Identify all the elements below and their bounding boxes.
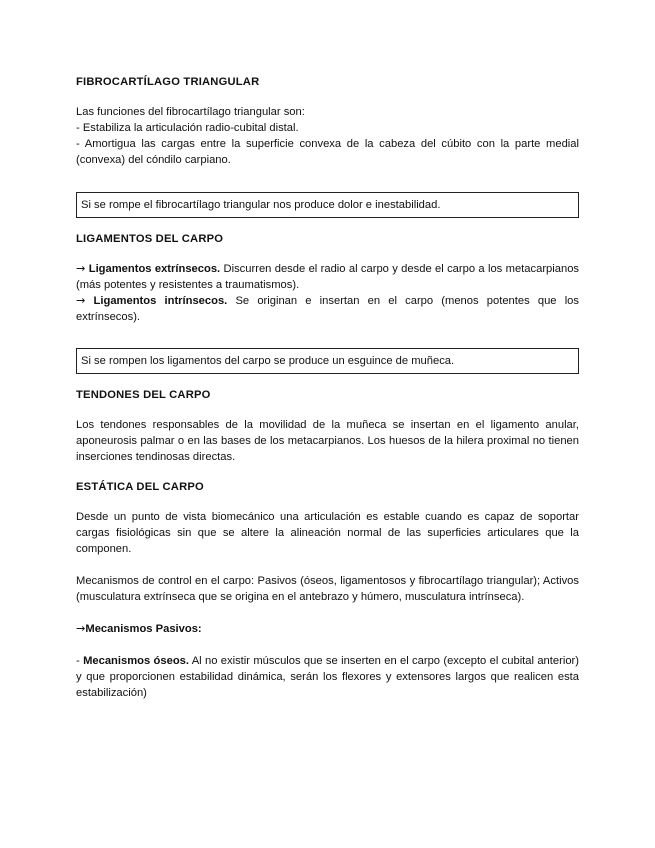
note-box-fibrocartilago-text: Si se rompe el fibrocartílago triangular nos produce dolor e inestabilidad. [81,199,441,211]
mecanismos-oseos-prefix: - [76,655,84,667]
fibrocartilago-intro: Las funciones del fibrocartílago triangular son: [76,106,305,118]
arrow-icon: → [76,262,86,275]
ligamento-extrinseco-term: Ligamentos extrínsecos. [88,263,221,275]
heading-fibrocartilago: FIBROCARTÍLAGO TRIANGULAR [76,76,260,88]
mecanismos-oseos [76,653,579,701]
mecanismos-oseos-term: Mecanismos óseos. [83,655,189,667]
subheading-mecanismos-pasivos [76,621,579,637]
heading-estatica: ESTÁTICA DEL CARPO [76,481,204,493]
ligamento-extrinseco [76,261,579,293]
fibrocartilago-function-2: - Amortigua las cargas entre la superficie convexa de la cabeza del cúbito con la parte medial (convexa) del cóndilo carpiano. [76,138,579,166]
tendones-paragraph: Los tendones responsables de la movilidad de la muñeca se insertan en el ligamento anular, aponeurosis palmar o en las bases de los metacarpianos. Los huesos de la hilera proximal no tienen inserciones tendinosas directas. [76,419,579,463]
fibrocartilago-function-1: - Estabiliza la articulación radio-cubital distal. [76,122,299,134]
note-box-fibrocartilago [76,192,579,218]
document-page [76,74,579,701]
arrow-icon: → [76,622,86,635]
note-box-ligamentos-text: Si se rompen los ligamentos del carpo se produce un esguince de muñeca. [81,355,455,367]
note-box-ligamentos [76,348,579,374]
mecanismos-oseos-text: Al no existir músculos que se inserten en el carpo (excepto el cubital anterior) y que proporcionen estabilidad dinámica, serán los flexores y extensores largos que realicen esta estabilización) [76,655,579,699]
ligamento-extrinseco-text: Discurren desde el radio al carpo y desde el carpo a los metacarpianos (más potentes y resistentes a traumatismos). [76,263,580,291]
ligamento-intrinseco-term: Ligamentos intrínsecos. [93,295,228,307]
ligamento-intrinseco-text: Se originan e insertan en el carpo (menos potentes que los extrínsecos). [76,295,579,323]
mecanismos-pasivos-label: Mecanismos Pasivos: [85,623,202,635]
heading-ligamentos: LIGAMENTOS DEL CARPO [76,233,224,245]
ligamento-intrinseco [76,293,579,325]
estatica-paragraph-2: Mecanismos de control en el carpo: Pasivos (óseos, ligamentosos y fibrocartílago triangular); Activos (musculatura extrínseca que se origina en el antebrazo y húmero, musculatura intrínseca). [76,575,579,603]
estatica-paragraph-1: Desde un punto de vista biomecánico una articulación es estable cuando es capaz de soportar cargas fisiológicas sin que se altere la alineación normal de las superficies articulares que la componen. [76,511,579,555]
arrow-icon: → [76,294,86,307]
heading-tendones: TENDONES DEL CARPO [76,389,211,401]
